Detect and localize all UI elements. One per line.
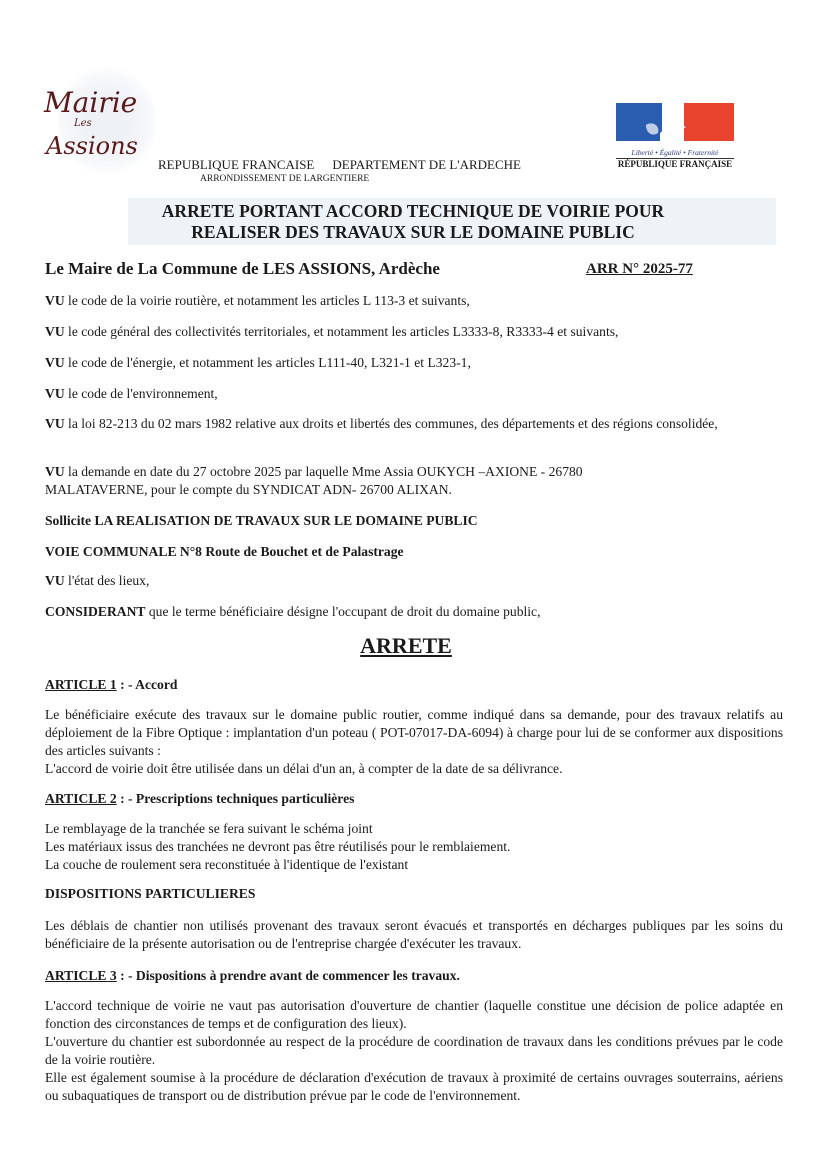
- title-line1: ARRETE PORTANT ACCORD TECHNIQUE DE VOIRIE POUR: [161, 201, 665, 221]
- logo-line3: Assions: [46, 132, 138, 160]
- sollicite: Sollicite LA REALISATION DE TRAVAUX SUR LE DOMAINE PUBLIC: [45, 513, 478, 528]
- vu-6: VU la demande en date du 27 octobre 2025 par laquelle Mme Assia OUKYCH –AXIONE - 26780 MALATAVERNE, pour le compte du SYNDICAT ADN- 26700 ALIXAN.: [45, 464, 583, 497]
- marianne-flag-icon: [616, 103, 734, 141]
- marianne-logo: [616, 103, 734, 169]
- arrete-heading: ARRETE: [360, 633, 452, 658]
- vu-5: VU la loi 82-213 du 02 mars 1982 relative aux droits et libertés des communes, des départements et des régions consolidée,: [45, 416, 718, 431]
- article1-delay: L'accord de voirie doit être utilisée dans un délai d'un an, à compter de la date de sa délivrance.: [45, 761, 563, 776]
- vu-2: VU le code général des collectivités territoriales, et notamment les articles L3333-8, R3333-4 et suivants,: [45, 324, 619, 339]
- logo-line1: Mairie: [44, 86, 138, 119]
- article2-heading: ARTICLE 2 : - Prescriptions techniques particulières: [45, 791, 355, 806]
- header-republique: REPUBLIQUE FRANCAISE DEPARTEMENT DE L'ARDECHE: [158, 157, 521, 172]
- logo-line2: Les: [74, 118, 92, 129]
- considerant: CONSIDERANT que le terme bénéficiaire désigne l'occupant de droit du domaine public,: [45, 604, 541, 619]
- header-arrondissement: ARRONDISSEMENT DE LARGENTIERE: [200, 174, 370, 184]
- mairie-logo: [44, 82, 154, 172]
- vu-1: VU le code de la voirie routière, et notamment les articles L 113-3 et suivants,: [45, 293, 470, 308]
- article3-heading: ARTICLE 3 : - Dispositions à prendre avant de commencer les travaux.: [45, 968, 460, 983]
- article3-text: Elle est également soumise à la procédure de déclaration d'exécution de travaux à proximité de certains ouvrages souterrains, aériens ou subaquatiques de transport ou de distribution prévue par le code de l'environnement.: [45, 1070, 783, 1103]
- article1-heading: ARTICLE 1 : - Accord: [45, 677, 178, 692]
- vu-4: VU le code de l'environnement,: [45, 386, 218, 401]
- dispositions-text: Les déblais de chantier non utilisés provenant des travaux seront évacués et transportés en décharges publiques par les soins du bénéficiaire de la présente autorisation ou de l'entreprise chargée d'exécuter les travaux.: [45, 918, 783, 951]
- article1-text: Le bénéficiaire exécute des travaux sur le domaine public routier, comme indiqué dans sa demande, pour des travaux relatifs au déploiement de la Fibre Optique : implantation d'un poteau ( POT-07017-DA-6094) à charge pour lui de se conformer aux dispositions des articles suivants :: [45, 707, 783, 758]
- header-departement: DEPARTEMENT DE L'ARDECHE: [332, 157, 521, 172]
- vu-etat: VU l'état des lieux,: [45, 573, 150, 588]
- title-line2: REALISER DES TRAVAUX SUR LE DOMAINE PUBLIC: [191, 222, 635, 242]
- dispositions-heading: DISPOSITIONS PARTICULIERES: [45, 886, 256, 901]
- article2-line: La couche de roulement sera reconstituée à l'identique de l'existant: [45, 857, 409, 872]
- marianne-motto: Liberté • Égalité • Fraternité: [616, 146, 734, 159]
- article2-line: Les matériaux issus des tranchées ne devront pas être réutilisés pour le remblaiement.: [45, 839, 511, 854]
- voie-communale: VOIE COMMUNALE N°8 Route de Bouchet et de Palastrage: [45, 544, 404, 559]
- vu-3: VU le code de l'énergie, et notamment les articles L111-40, L321-1 et L323-1,: [45, 355, 471, 370]
- article3-text: L'accord technique de voirie ne vaut pas autorisation d'ouverture de chantier (laquelle constitue une décision de police adaptée en fonction des circonstances de temps et de configuration des lieux).: [45, 998, 783, 1031]
- arrete-reference: ARR N° 2025-77: [586, 261, 693, 277]
- article2-line: Le remblayage de la tranchée se fera suivant le schéma joint: [45, 821, 373, 836]
- maire-heading: Le Maire de La Commune de LES ASSIONS, Ardèche: [45, 259, 440, 278]
- marianne-name: RÉPUBLIQUE FRANÇAISE: [617, 159, 733, 169]
- article3-text: L'ouverture du chantier est subordonnée au respect de la procédure de coordination de travaux dans les conditions prévues par le code de la voirie routière.: [45, 1034, 783, 1067]
